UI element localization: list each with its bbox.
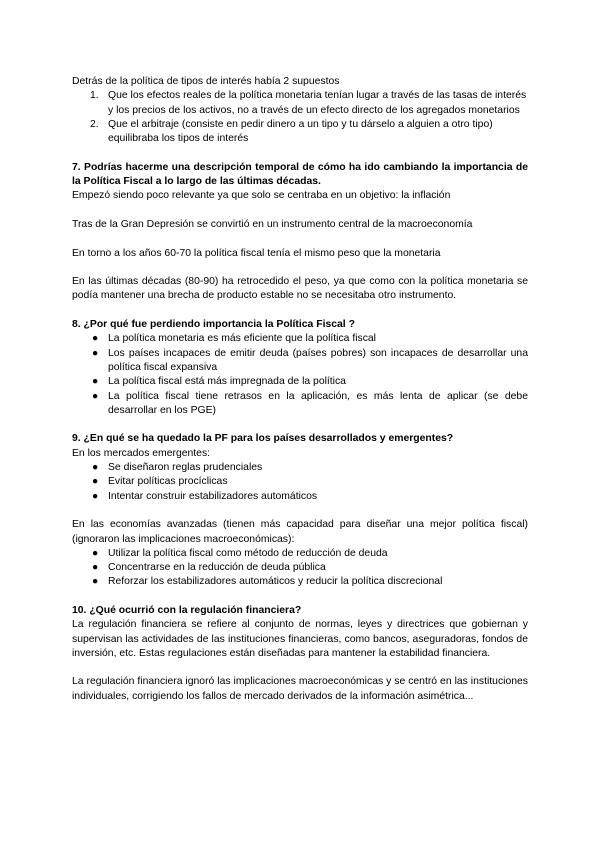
bullet-icon: ● (92, 390, 99, 402)
list-item (72, 461, 528, 475)
list-number: 2. (90, 118, 99, 130)
q7-paragraph: En las últimas décadas (80-90) ha retrocedido el peso, ya que como con la política monetaria se podía mantener una brecha de producto estable no se necesitaba otro instrumento. (72, 276, 528, 302)
list-item-text: Intentar construir estabilizadores automáticos (108, 490, 318, 502)
list-item (72, 390, 528, 419)
list-item-text: Se diseñaron reglas prudenciales (108, 462, 263, 474)
list-item-text: Utilizar la política fiscal como método de reducción de deuda (108, 547, 388, 559)
q7-paragraph: Empezó siendo poco relevante ya que solo se centraba en un objetivo: la inflación (72, 190, 451, 202)
list-item (72, 490, 528, 504)
q9-advanced-lead: En las economías avanzadas (tienen más capacidad para diseñar una mejor política fiscal) (ignoraron las implicaciones macroeconómicas): (72, 519, 528, 545)
bullet-icon: ● (92, 347, 99, 359)
q10-paragraph: La regulación financiera se refiere al conjunto de normas, leyes y directrices que gobiernan y supervisan las actividades de las instituciones financieras, como bancos, aseguradoras, fondos de inversión, etc. Estas regulaciones están diseñadas para mantener la estabilidad financiera. (72, 619, 528, 659)
intro-lead: Detrás de la política de tipos de interés había 2 supuestos (72, 76, 340, 87)
list-item (72, 118, 528, 147)
bullet-icon: ● (92, 490, 99, 502)
list-item-text: Que el arbitraje (consiste en pedir dinero a un tipo y tu dárselo a alguien a otro tipo) equilibraba los tipos de interés (108, 118, 493, 145)
bullet-icon: ● (92, 333, 99, 345)
list-item-text: La política fiscal tiene retrasos en la aplicación, es más lenta de aplicar (se debe desarrollar en los PGE) (108, 390, 528, 416)
bullet-icon: ● (92, 562, 99, 574)
question-7-heading: 7. Podrías hacerme una descripción temporal de cómo ha ido cambiando la importancia de la Política Fiscal a lo largo de las últimas décadas. (72, 161, 528, 188)
question-10-heading: 10. ¿Qué ocurrió con la regulación financiera? (72, 604, 302, 616)
list-item-text: Reforzar los estabilizadores automáticos y reducir la política discrecional (108, 576, 443, 588)
q9-emerging-list (72, 461, 528, 504)
list-item-text: La política monetaria es más eficiente que la política fiscal (108, 333, 376, 345)
list-item (72, 347, 528, 376)
q9-advanced-list (72, 547, 528, 590)
q8-bullet-list (72, 332, 528, 418)
bullet-icon: ● (92, 376, 99, 388)
list-item-text: Que los efectos reales de la política monetaria tenían lugar a través de las tasas de interés y los precios de los activos, no a través de un efecto directo de los agregados monetarios (108, 90, 527, 116)
list-item (72, 575, 528, 589)
list-item-text: Los países incapaces de emitir deuda (países pobres) son incapaces de desarrollar una política fiscal expansiva (108, 347, 528, 373)
bullet-icon: ● (92, 462, 99, 474)
list-number: 1. (90, 90, 99, 102)
list-item (72, 561, 528, 575)
q7-paragraph: Tras de la Gran Depresión se convirtió en un instrumento central de la macroeconomía (72, 218, 473, 230)
bullet-icon: ● (92, 476, 99, 488)
list-item-text: La política fiscal está más impregnada de la política (108, 376, 346, 388)
list-item-text: Evitar políticas procíclicas (108, 476, 228, 488)
intro-numbered-list (72, 89, 528, 146)
question-9-heading: 9. ¿En qué se ha quedado la PF para los países desarrollados y emergentes? (72, 433, 454, 445)
q7-paragraph: En torno a los años 60-70 la política fiscal tenía el mismo peso que la monetaria (72, 247, 441, 259)
list-item (72, 332, 528, 346)
document-page (72, 75, 528, 704)
list-item (72, 475, 528, 489)
q9-emerging-lead: En los mercados emergentes: (72, 447, 211, 459)
bullet-icon: ● (92, 547, 99, 559)
q10-paragraph: La regulación financiera ignoró las implicaciones macroeconómicas y se centró en las instituciones individuales, corrigiendo los fallos de mercado derivados de la información asimétrica... (72, 676, 528, 702)
list-item (72, 89, 528, 118)
list-item (72, 547, 528, 561)
list-item (72, 375, 528, 389)
list-item-text: Concentrarse en la reducción de deuda pública (108, 562, 326, 574)
bullet-icon: ● (92, 576, 99, 588)
question-8-heading: 8. ¿Por qué fue perdiendo importancia la Política Fiscal ? (72, 319, 355, 331)
